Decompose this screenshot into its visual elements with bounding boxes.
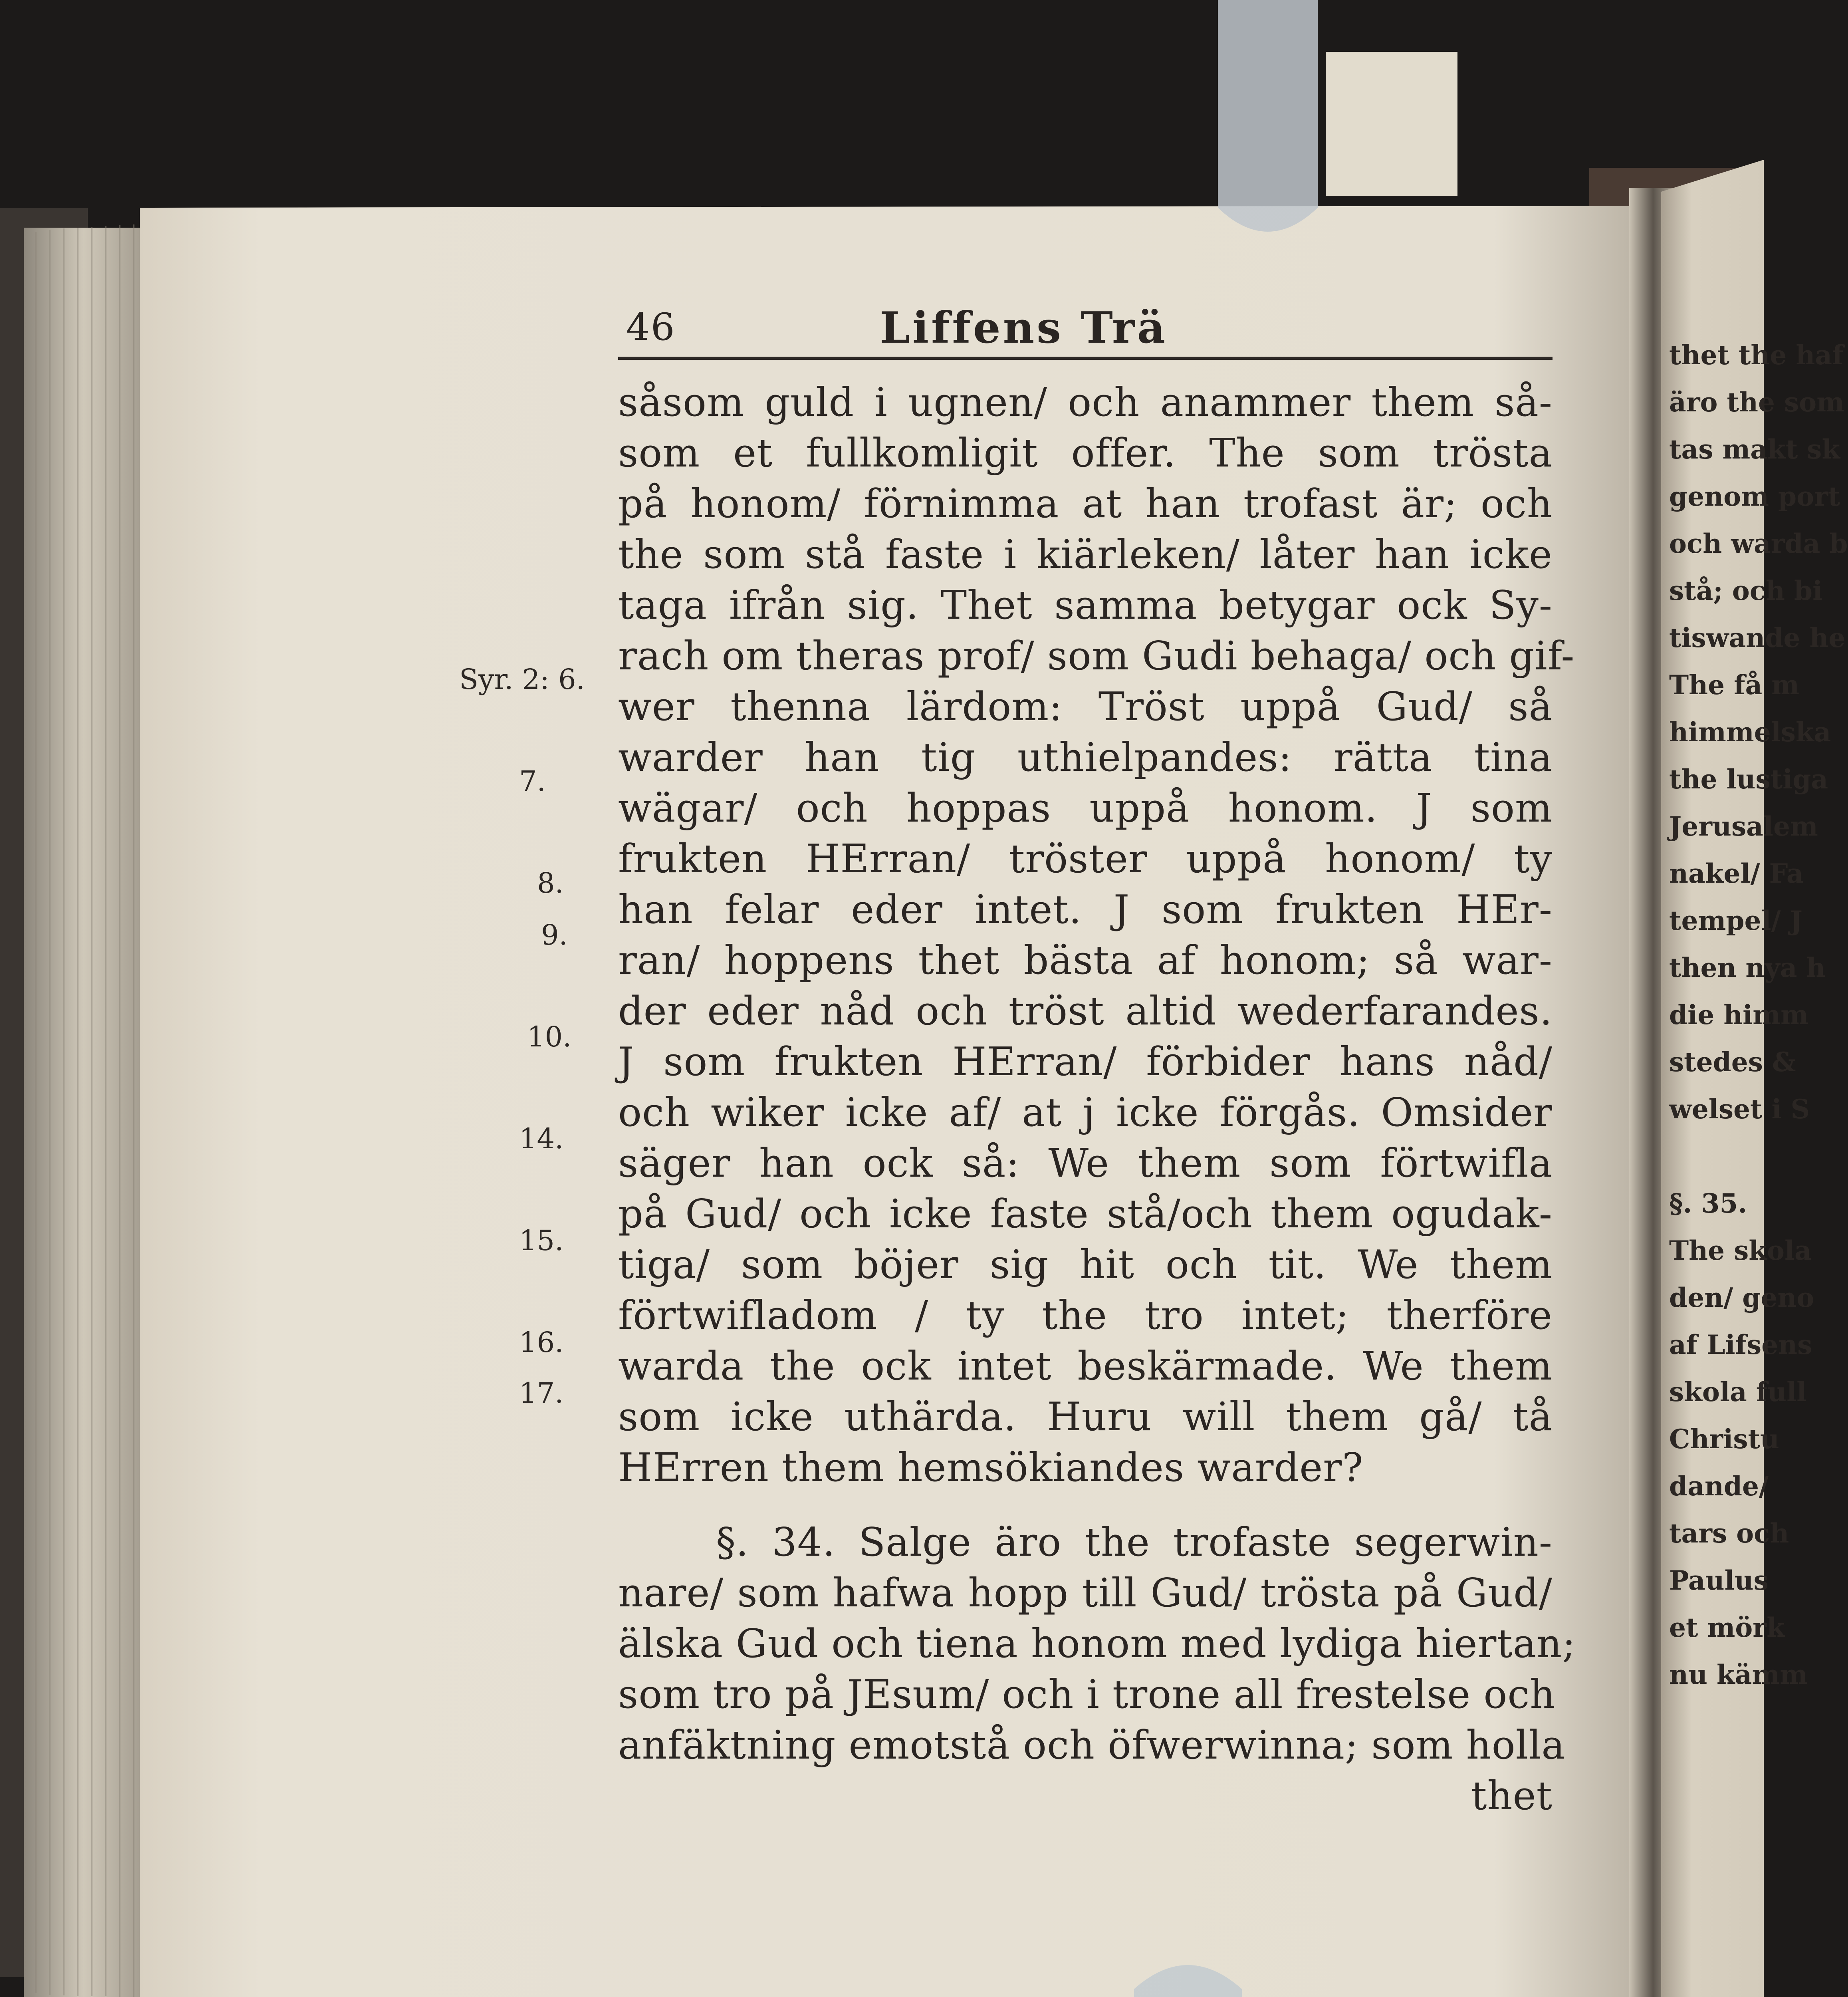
right-page-line: himmelska — [1669, 717, 1831, 748]
text-line: på Gud/ och icke faste stå/och them ogudak- — [618, 1191, 1553, 1237]
running-title: Liffens Trä — [880, 303, 1168, 353]
text-line: wägar/ och hoppas uppå honom. J som — [618, 786, 1553, 831]
text-line: på honom/ förnimma at han trofast är; och — [618, 481, 1553, 527]
text-line: såsom guld i ugnen/ och anammer them så- — [618, 380, 1553, 425]
right-page-line: tas makt sk — [1669, 434, 1840, 465]
right-page-line: thet the haf — [1669, 339, 1844, 371]
text-line: säger han ock så: We them som förtwifla — [618, 1141, 1553, 1186]
right-page-line: och warda b — [1669, 528, 1848, 559]
right-page-line: stedes & — [1669, 1046, 1796, 1078]
right-page-line: Christu — [1669, 1423, 1779, 1455]
margin-reference: 10. — [527, 1020, 572, 1053]
text-line: warder han tig uthielpandes: rätta tina — [618, 735, 1553, 780]
text-line: och wiker icke af/ at j icke förgås. Omsider — [618, 1090, 1553, 1135]
right-page-line: den/ geno — [1669, 1282, 1814, 1313]
text-line: frukten HErran/ tröster uppå honom/ ty — [618, 836, 1553, 882]
text-line: HErren them hemsökiandes warder? — [618, 1445, 1364, 1491]
text-line: förtwifladom / ty the tro intet; therföre — [618, 1293, 1553, 1338]
clip-top — [1218, 0, 1318, 232]
margin-reference: 9. — [541, 919, 568, 951]
header-rule — [618, 357, 1553, 360]
right-page-line: §. 35. — [1669, 1188, 1747, 1219]
right-page-line: tiswande he — [1669, 622, 1846, 653]
right-page-line: genom port — [1669, 481, 1840, 512]
text-line: warda the ock intet beskärmade. We them — [618, 1344, 1553, 1389]
page-number: 46 — [626, 306, 676, 349]
right-page-line: skola full — [1669, 1376, 1807, 1407]
text-line: tiga/ som böjer sig hit och tit. We them — [618, 1242, 1553, 1288]
section-line: §. 34. Salge äro the trofaste segerwin- — [716, 1520, 1553, 1565]
text-line: J som frukten HErran/ förbider hans nåd/ — [618, 1039, 1553, 1085]
section-line: anfäktning emotstå och öfwerwinna; som holla — [618, 1723, 1565, 1768]
right-page-line: The få m — [1669, 669, 1800, 701]
margin-reference: 8. — [537, 867, 564, 899]
margin-reference: 15. — [519, 1224, 564, 1257]
right-page-line: the lustiga — [1669, 764, 1828, 795]
section-line: älska Gud och tiena honom med lydiga hiertan; — [618, 1621, 1576, 1667]
right-page-line: Jerusalem — [1669, 811, 1818, 842]
margin-reference: 16. — [519, 1326, 564, 1359]
margin-reference: 14. — [519, 1122, 564, 1155]
paper-slip — [1326, 52, 1457, 196]
text-line: der eder nåd och tröst altid wederfarandes. — [618, 989, 1553, 1034]
right-page-line: äro the som — [1669, 387, 1844, 418]
margin-reference: 7. — [519, 765, 546, 798]
right-page-line: nakel/ Fa — [1669, 858, 1804, 889]
right-page-line: nu kämm — [1669, 1659, 1808, 1690]
paragraph-gap — [618, 1493, 1553, 1517]
body-text — [618, 377, 1576, 1822]
right-page-line: tempel/ J — [1669, 905, 1802, 936]
right-page-line: die himm — [1669, 999, 1808, 1030]
catchword: thet — [1471, 1773, 1553, 1819]
page-text-area — [618, 296, 1576, 1819]
right-page-line — [1669, 1133, 1767, 1180]
right-page-line: stå; och bi — [1669, 575, 1823, 606]
text-line: wer thenna lärdom: Tröst uppå Gud/ så — [618, 684, 1553, 730]
text-line: rach om theras prof/ som Gudi behaga/ och gif- — [618, 633, 1575, 679]
text-line: som icke uthärda. Huru will them gå/ tå — [618, 1394, 1553, 1440]
section-line: som tro på JEsum/ och i trone all frestelse och — [618, 1672, 1556, 1717]
section-line: nare/ som hafwa hopp till Gud/ trösta på Gud/ — [618, 1570, 1553, 1616]
page-edges — [24, 228, 144, 1997]
right-page-line: then nya h — [1669, 952, 1826, 983]
right-page-line: et mörk — [1669, 1612, 1785, 1643]
page-header — [618, 296, 1553, 355]
right-page-line: Paulus — [1669, 1565, 1769, 1596]
text-line: the som stå faste i kiärleken/ låter han icke — [618, 532, 1553, 578]
right-page-line: af Lifsens — [1669, 1329, 1812, 1360]
right-page-line: tars och — [1669, 1518, 1789, 1549]
right-page-line: welset i S — [1669, 1094, 1810, 1125]
margin-reference: Syr. 2: 6. — [459, 663, 585, 696]
margin-reference: 17. — [519, 1377, 564, 1409]
right-page-line: dande/ — [1669, 1471, 1769, 1502]
text-line: han felar eder intet. J som frukten HEr- — [618, 887, 1553, 933]
text-line: taga ifrån sig. Thet samma betygar ock Sy- — [618, 583, 1553, 628]
right-page-line: The skola — [1669, 1235, 1812, 1266]
text-line: som et fullkomligit offer. The som trösta — [618, 431, 1553, 476]
text-line: ran/ hoppens thet bästa af honom; så war- — [618, 938, 1553, 983]
right-page-text — [1669, 332, 1848, 1698]
